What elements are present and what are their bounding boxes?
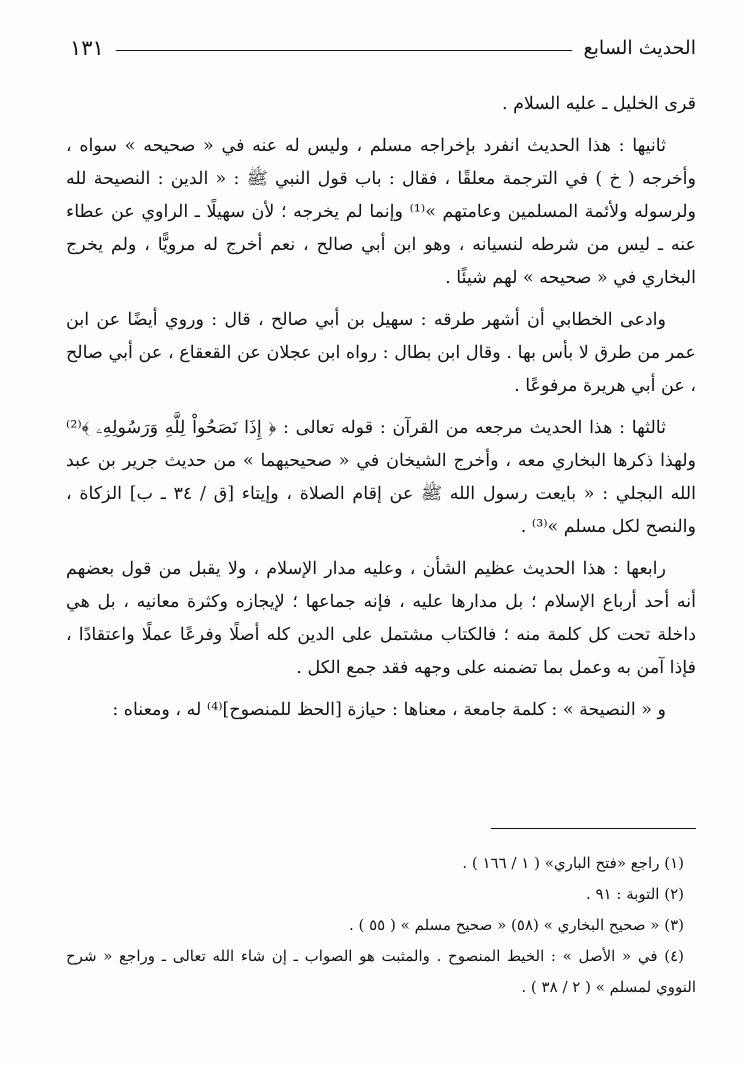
paragraph-3: وادعى الخطابي أن أشهر طرقه : سهيل بن أبي صالح ، قال : وروي أيضًا عن ابن عمر من طرق لا بأس بها . وقال ابن بطال : رواه ابن عجلان عن القعقاع ، عن أبي صالح ، عن أبي هريرة مرفوعًا . — [66, 310, 696, 396]
page-number: ١٣١ — [70, 36, 104, 60]
paragraph-1: قرى الخليل ـ عليه السلام . — [501, 94, 696, 114]
running-header — [70, 30, 696, 66]
header-rule — [116, 50, 572, 51]
chapter-title: الحديث السابع — [583, 37, 696, 59]
paragraph-4: ثالثها : هذا الحديث مرجعه من القرآن : قوله تعالى : ﴿ إِذَا نَصَحُواْ لِلَّهِ وَرَسُولِهِۦ ﴾⁽²⁾ ولهذا ذكرها البخاري معه ، وأخرج الشيخان في « صحيحيهما » من حديث جرير بن عبد الله البجلي : « بايعت رسول الله ﷺ عن إقام الصلاة ، وإيتاء [ق / ٣٤ ـ ب] الزكاة ، والنصح لكل مسلم »⁽³⁾ . — [66, 418, 696, 537]
footnote-3: (٣) « صحيح البخاري » (٥٨) « صحيح مسلم » ( ٥٥ ) . — [348, 916, 684, 934]
footnote-4: (٤) في « الأصل » : الخيط المنصوح . والمثبت هو الصواب ـ إن شاء الله تعالى ـ وراجع « شرح النووي لمسلم » ( ٢ / ٣٨ ) . — [66, 947, 696, 996]
footnotes — [66, 848, 696, 1003]
footnote-2: (٢) التوبة : ٩١ . — [585, 885, 684, 903]
paragraph-2: ثانيها : هذا الحديث انفرد بإخراجه مسلم ، وليس له عنه في « صحيحه » سواه ، وأخرجه ( خ ) في الترجمة معلقًا ، فقال : باب قول النبي ﷺ : « الدين : النصيحة لله ولرسوله ولأئمة المسلمين وعامتهم »⁽¹⁾ وإنما لم يخرجه ؛ لأن سهيلًا ـ الراوي عن عطاء عنه ـ ليس من شرطه لنسيانه ، وهو ابن أبي صالح ، نعم أخرج له مرويًّا ، ولم يخرج البخاري في « صحيحه » لهم شيئًا . — [66, 136, 696, 288]
paragraph-6: و « النصيحة » : كلمة جامعة ، معناها : حيازة [الحظ للمنصوح]⁽⁴⁾ له ، ومعناه : — [112, 700, 666, 720]
main-text — [66, 88, 696, 736]
paragraph-5: رابعها : هذا الحديث عظيم الشأن ، وعليه مدار الإسلام ، ولا يقبل من قول بعضهم أنه أحد أرباع الإسلام ؛ بل مدارها عليه ، فإنه جماعها ؛ لإيجازه وكثرة معانيه ، بل هي داخلة تحت كل كلمة منه ؛ فالكتاب مشتمل على الدين كله أصلًا وفرعًا عملًا واعتقادًا ، فإذا آمن به وعمل بما تضمنه على وجهه فقد جمع الكل . — [66, 559, 696, 678]
footnote-separator — [491, 828, 696, 829]
footnote-1: (١) راجع «فتح الباري» ( ١ / ١٦٦ ) . — [462, 854, 684, 872]
